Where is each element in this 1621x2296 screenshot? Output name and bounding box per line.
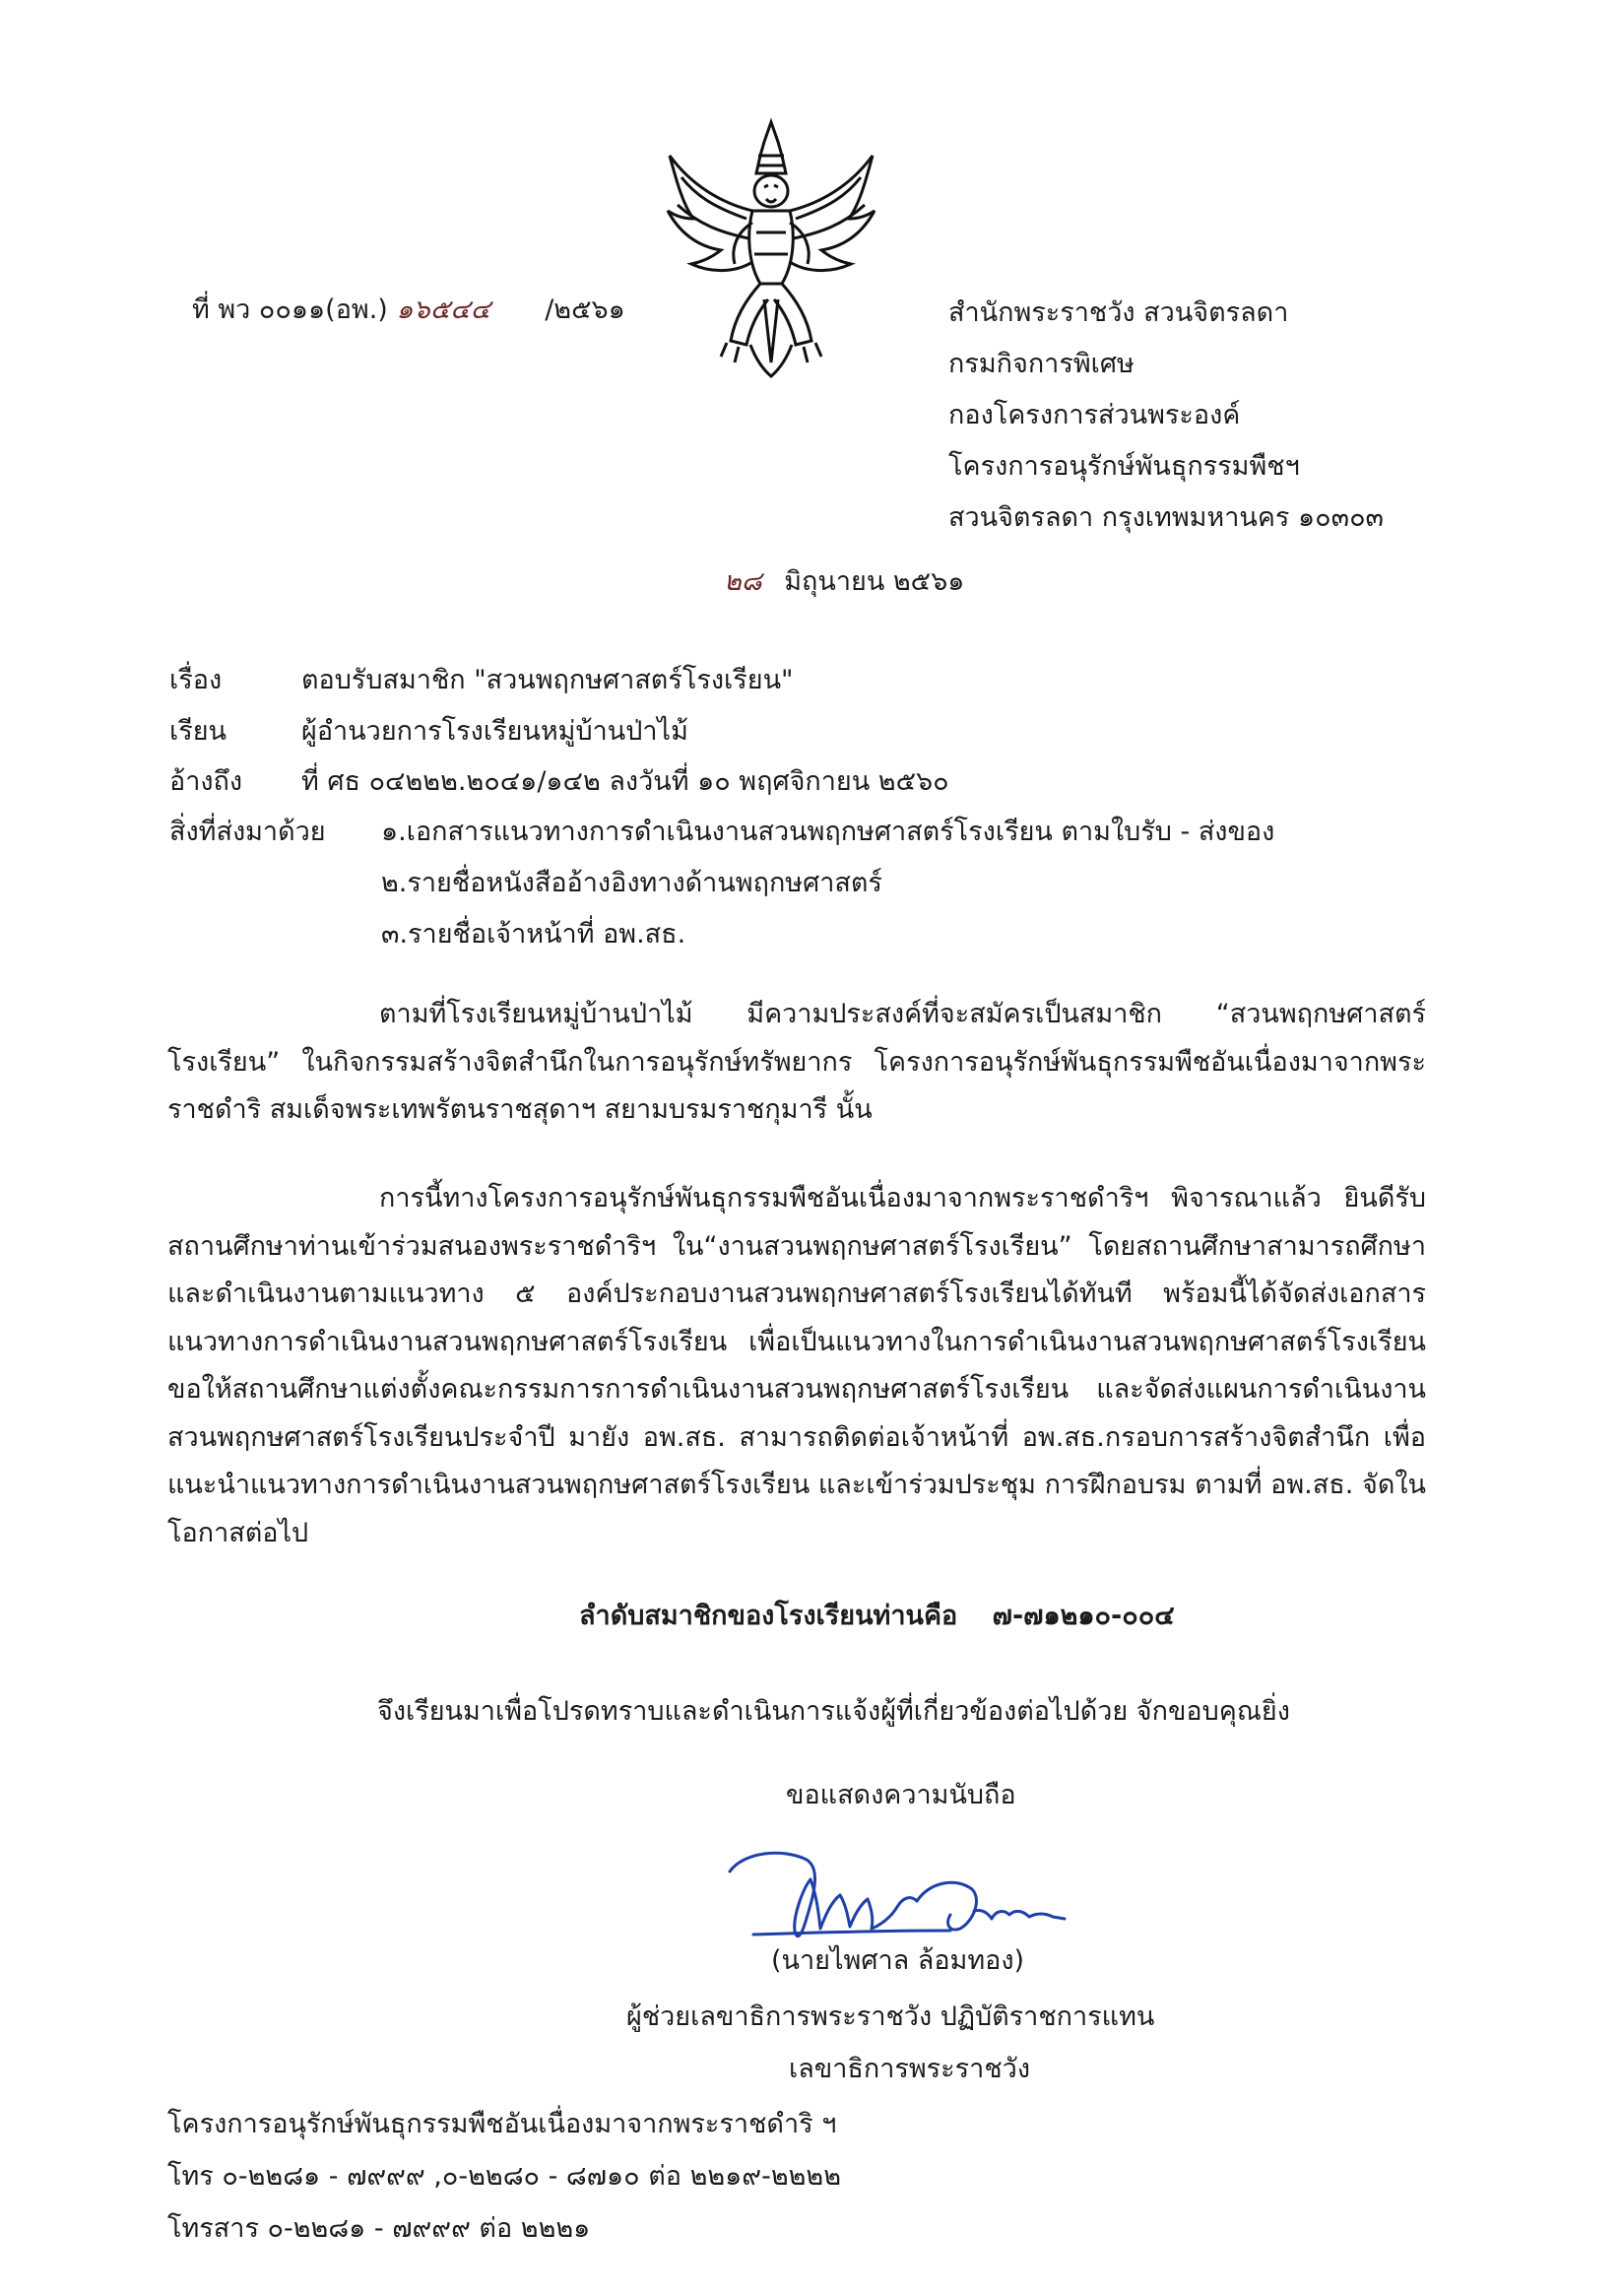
sender-address-block [948, 288, 1384, 544]
reference-handwritten-number: ๑๖๕๔๔ [396, 295, 491, 325]
footer-phone: โทร ๐-๒๒๘๑ - ๗๙๙๙ ,๐-๒๒๘๐ - ๘๗๑๐ ต่อ ๒๒๑๙-๒๒๒๒ [167, 2161, 842, 2192]
document-date [724, 559, 964, 602]
closing-request: จึงเรียนมาเพื่อโปรดทราบและดำเนินการแจ้งผู้ที่เกี่ยวข้องต่อไปด้วย จักขอบคุณยิ่ง [377, 1696, 1290, 1727]
member-number-line [579, 1594, 1175, 1636]
enclosure-item: ๒.รายชื่อหนังสืออ้างอิงทางด้านพฤกษศาสตร์ [381, 868, 882, 898]
address-line: กรมกิจการพิเศษ [948, 349, 1135, 379]
document-reference-number [192, 288, 625, 330]
recipient-label: เรียน [169, 716, 227, 747]
signatory-name: (นายไพศาล ล้อมทอง) [771, 1945, 1025, 1976]
address-line: สวนจิตรลดา กรุงเทพมหานคร ๑๐๓๐๓ [948, 502, 1385, 533]
address-line: โครงการอนุรักษ์พันธุกรรมพืชฯ [948, 451, 1300, 482]
reference-label: อ้างถึง [169, 766, 243, 797]
handwritten-signature-icon [724, 1840, 1073, 1948]
signatory-position-secondary: เลขาธิการพระราชวัง [789, 2054, 1031, 2084]
address-line: กองโครงการส่วนพระองค์ [948, 400, 1241, 430]
enclosure-item: ๓.รายชื่อเจ้าหน้าที่ อพ.สธ. [381, 919, 686, 950]
subject-label: เรื่อง [169, 665, 223, 695]
body-paragraph-1 [167, 991, 1426, 1135]
enclosure-item: ๑.เอกสารแนวทางการดำเนินงานสวนพฤกษศาสตร์โรงเรียน ตามใบรับ - ส่งของ [381, 817, 1275, 847]
reference-prefix: ที่ พว ๐๐๑๑(อพ.) [192, 295, 388, 325]
garuda-emblem-icon [662, 116, 880, 380]
enclosures-label: สิ่งที่ส่งมาด้วย [169, 817, 326, 847]
signatory-position: ผู้ช่วยเลขาธิการพระราชวัง ปฏิบัติราชการแทน [626, 2001, 1155, 2032]
reference-year-suffix: /๒๕๖๑ [545, 295, 625, 325]
paragraph-text: ตามที่โรงเรียนหมู่บ้านป่าไม้ มีความประสงค์ที่จะสมัครเป็นสมาชิก “สวนพฤกษศาสตร์โรงเรียน” ในกิจกรรมสร้างจิตสำนึกในการอนุรักษ์ทรัพยากร โครงการอนุรักษ์พันธุกรรมพืชอันเนื่องมาจากพระราชดำริ สมเด็จพระเทพรัตนราชสุดาฯ สยามบรมราชกุมารี นั้น [167, 999, 1426, 1125]
member-number: ๗-๗๑๒๑๐-๐๐๔ [992, 1601, 1175, 1631]
member-label: ลำดับสมาชิกของโรงเรียนท่านคือ [579, 1601, 958, 1631]
address-line: สำนักพระราชวัง สวนจิตรลดา [948, 297, 1289, 328]
date-day: ๒๘ [724, 566, 762, 597]
footer-fax: โทรสาร ๐-๒๒๘๑ - ๗๙๙๙ ต่อ ๒๒๒๑ [167, 2213, 591, 2244]
subject-text: ตอบรับสมาชิก "สวนพฤกษศาสตร์โรงเรียน" [301, 665, 794, 695]
date-month-year: มิถุนายน ๒๕๖๑ [784, 566, 965, 597]
body-paragraph-2 [167, 1175, 1426, 1557]
reference-text: ที่ ศธ ๐๔๒๒๒.๒๐๔๑/๑๔๒ ลงวันที่ ๑๐ พฤศจิกายน ๒๕๖๐ [301, 766, 949, 797]
footer-project: โครงการอนุรักษ์พันธุกรรมพืชอันเนื่องมาจากพระราชดำริ ฯ [167, 2109, 837, 2139]
paragraph-text: การนี้ทางโครงการอนุรักษ์พันธุกรรมพืชอันเนื่องมาจากพระราชดำริฯ พิจารณาแล้ว ยินดีรับสถานศึกษาท่านเข้าร่วมสนองพระราชดำริฯ ใน“งานสวนพฤกษศาสตร์โรงเรียน” โดยสถานศึกษาสามารถศึกษาและดำเนินงานตามแนวทาง ๕ องค์ประกอบงานสวนพฤกษศาสตร์โรงเรียนได้ทันที พร้อมนี้ได้จัดส่งเอกสารแนวทางการดำเนินงานสวนพฤกษศาสตร์โรงเรียน เพื่อเป็นแนวทางในการดำเนินงานสวนพฤกษศาสตร์โรงเรียน ขอให้สถานศึกษาแต่งตั้งคณะกรรมการการดำเนินงานสวนพฤกษศาสตร์โรงเรียน และจัดส่งแผนการดำเนินงานสวนพฤกษศาสตร์โรงเรียนประจำปี มายัง อพ.สธ. สามารถติดต่อเจ้าหน้าที่ อพ.สธ.กรอบการสร้างจิตสำนึก เพื่อแนะนำแนวทางการดำเนินงานสวนพฤกษศาสตร์โรงเรียน และเข้าร่วมประชุม การฝึกอบรม ตามที่ อพ.สธ. จัดในโอกาสต่อไป [167, 1183, 1426, 1548]
recipient-text: ผู้อำนวยการโรงเรียนหมู่บ้านป่าไม้ [301, 716, 688, 747]
closing-salutation: ขอแสดงความนับถือ [786, 1780, 1016, 1810]
